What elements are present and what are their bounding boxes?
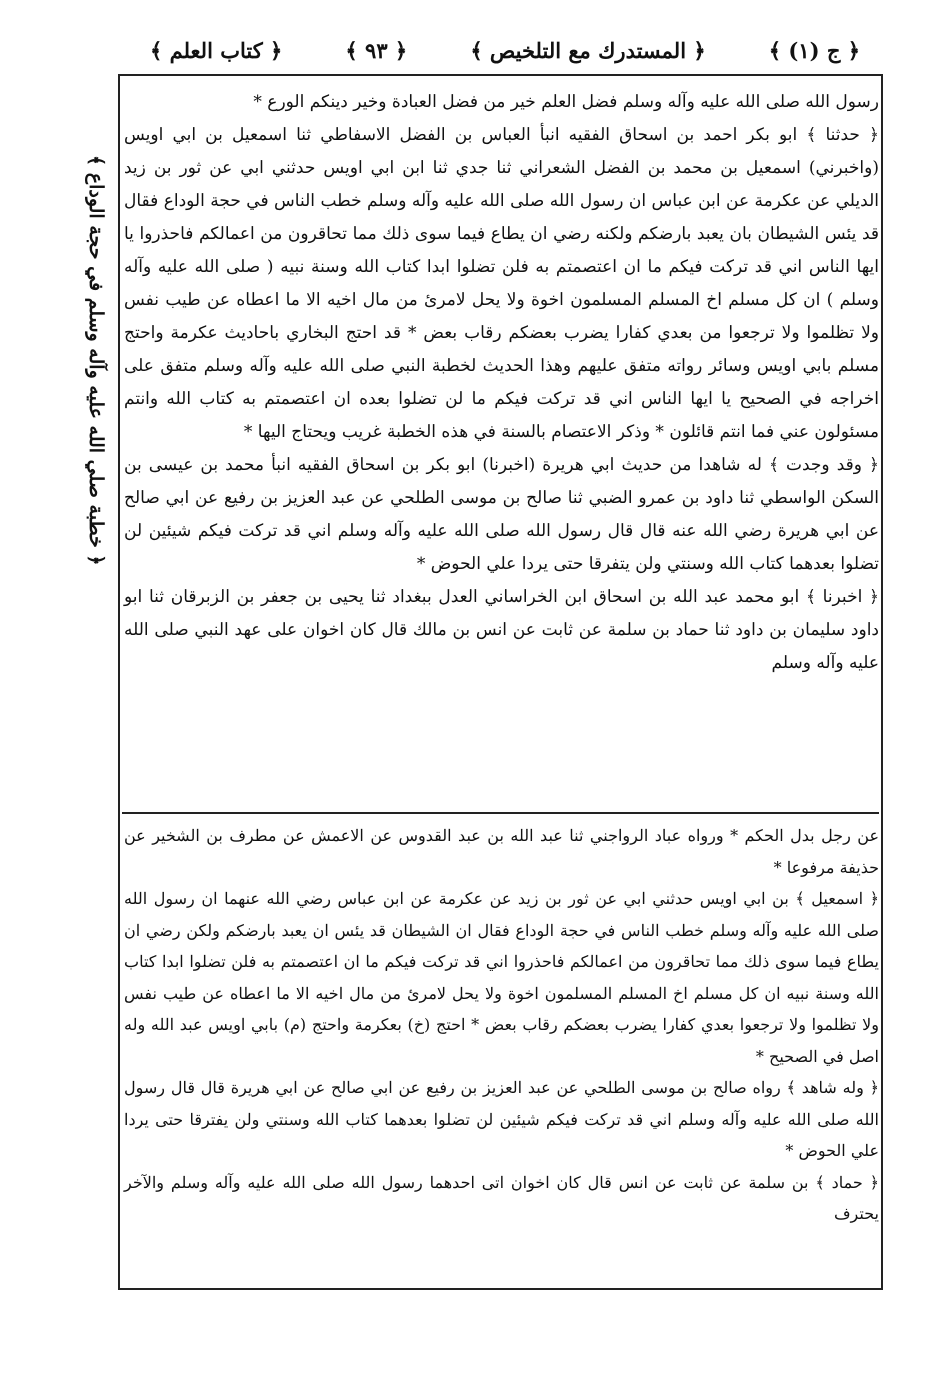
main-paragraph: ﴿ وقد وجدت ﴾ له شاهدا من حديث ابي هريرة (اخبرنا) ابو بكر بن اسحاق الفقيه انبأ محمد بن عيسى بن السكن الواسطي ثنا داود بن عمرو الضبي ثنا صالح بن موسى الطلحي عن عبد العزيز بن رفيع عن ابي صالح عن ابي هريرة رضي الله عنه قال قال رسول الله صلى الله عليه وآله وسلم اني قد تركت فيكم شيئين لن تضلوا بعدهما كتاب الله وسنتي ولن يتفرقا حتى يردا علي الحوض *: [124, 455, 879, 574]
book-title: ﴿ المستدرك مع التلخيص ﴾: [470, 37, 706, 63]
page-header: [150, 30, 860, 70]
footnote-divider: [122, 812, 879, 814]
footnote-paragraph: ﴿ وله شاهد ﴾ رواه صالح بن موسى الطلحي عن عبد العزيز بن رفيع عن ابي صالح عن ابي هريرة قال قال رسول الله صلى الله عليه وآله وسلم اني قد تركت فيكم شيئين لن تضلوا بعدهما كتاب الله وسنتي ولن يفترقا حتى يردا علي الحوض *: [124, 1078, 880, 1160]
margin-note: ﴿ خطبة صلي الله عليه وآله وسلم في حجة الوداع ﴾: [85, 154, 107, 566]
main-paragraph: ﴿ اخبرنا ﴾ ابو محمد عبد الله بن اسحاق ابن الخراساني العدل ببغداد ثنا يحيى بن جعفر بن الزبرقان ثنا ابو داود سليمان بن داود ثنا حماد بن سلمة عن ثابت عن انس بن مالك قال كان اخوان على عهد النبي صلى الله عليه وآله وسلم: [124, 587, 879, 673]
volume-number: ﴿ ج (١) ﴾: [768, 37, 860, 63]
page-number: ﴿ ٩٣ ﴾: [345, 37, 408, 63]
main-paragraph: ﴿ حدثنا ﴾ ابو بكر احمد بن اسحاق الفقيه انبأ العباس بن الفضل الاسفاطي ثنا اسمعيل بن ابي اويس (واخبرني) اسمعيل بن محمد بن الفضل الشعراني ثنا جدي ثنا ابن ابي اويس حدثني ابي عن ثور بن زيد الديلي عن عكرمة عن ابن عباس ان رسول الله صلى الله عليه وآله وسلم خطب الناس في حجة الوداع فقال قد يئس الشيطان بان يعبد بارضكم ولكنه رضي ان يطاع فيما سوى ذلك مما تحاقرون من اعمالكم فاحذروا يا ايها الناس اني قد تركت فيكم ما ان اعتصمتم به فلن تضلوا ابدا كتاب الله وسنة نبيه ( صلى الله عليه وآله وسلم ) ان كل مسلم اخ المسلم المسلمون اخوة ولا يحل لامرئ من مال اخيه الا ما اعطاه عن طيب نفس ولا تظلموا ولا ترجعوا من بعدي كفارا يضرب بعضكم رقاب بعض * قد احتج البخاري باحاديث عكرمة واحتج مسلم بابي اويس وسائر رواته متفق عليهم وهذا الحديث لخطبة النبي صلى الله عليه وآله وسلم متفق على اخراجه في الصحيح يا ايها الناس اني قد تركت فيكم ما لن تضلوا بعده ان اعتصمتم به كتاب الله وانتم مسئولون عني فما انتم قائلون * وذكر الاعتصام بالسنة في هذه الخطبة غريب ويحتاج اليها *: [124, 125, 879, 442]
footnotes: [124, 820, 879, 1230]
footnote-paragraph: ﴿ اسمعيل ﴾ بن ابي اويس حدثني ابي عن ثور بن زيد عن عكرمة عن ابن عباس رضي الله عنهما ان رسول الله صلى الله عليه وآله وسلم خطب الناس في حجة الوداع فقال ان الشيطان قد يئس ان يعبد بارضكم ولكن رضي ان يطاع فيما سوى ذلك مما تحاقرون من اعمالكم فاحذروا اني قد تركت فيكم ما ان اعتصمتم به فلن تضلوا ابدا كتاب الله وسنة نبيه ان كل مسلم اخ المسلم المسلمون اخوة ولا يحل لامرئ من مال اخيه الا ما اعطاه عن طيب نفس ولا تظلموا ولا ترجعوا بعدي كفارا يضرب بعضكم رقاب بعض * احتج (خ) بعكرمة واحتج (م) بابي اويس عبد الله وله اصل في الصحيح *: [124, 889, 879, 1066]
main-paragraph: رسول الله صلى الله عليه وآله وسلم فضل العلم خير من فضل العبادة وخير دينكم الورع *: [253, 92, 879, 112]
main-text: [124, 86, 879, 680]
footnote-paragraph: ﴿ حماد ﴾ بن سلمة عن ثابت عن انس قال كان اخوان اتى احدهما رسول الله صلى الله عليه وآله وسلم والآخر يحترف: [124, 1172, 879, 1223]
section-title: ﴿ كتاب العلم ﴾: [150, 37, 283, 63]
footnote-paragraph: عن رجل بدل الحكم * ورواه عباد الرواجني ثنا عبد الله بن عبد القدوس عن الاعمش عن مطرف بن الشخير عن حذيفة مرفوعا *: [124, 826, 879, 877]
